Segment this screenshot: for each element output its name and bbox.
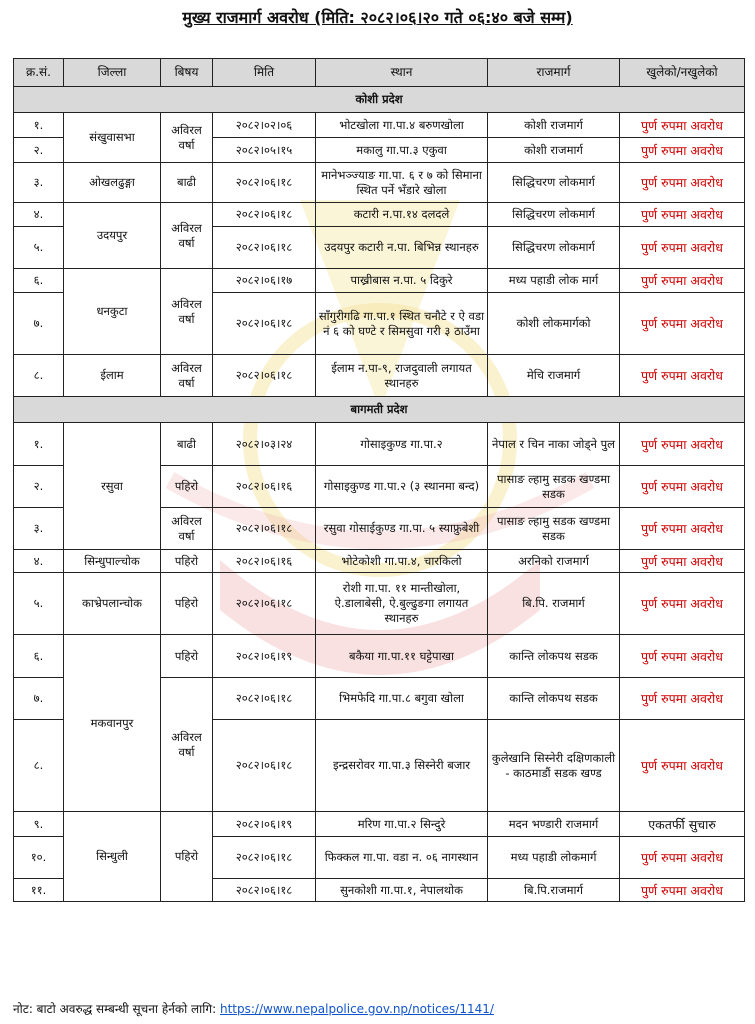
cell-place: उदयपुर कटारी न.पा. बिभिन्न स्थानहरु	[316, 227, 488, 269]
cell-status: पुर्ण रुपमा अवरोध	[620, 837, 745, 879]
cell-subject: अविरल वर्षा	[161, 113, 213, 163]
cell-status: पुर्ण रुपमा अवरोध	[620, 466, 745, 508]
cell-subject: बाढी	[161, 163, 213, 203]
road-blockage-table	[13, 58, 745, 902]
cell-status: पुर्ण रुपमा अवरोध	[620, 203, 745, 227]
table-row	[14, 423, 745, 466]
cell-sn: ५.	[14, 573, 64, 635]
cell-sn: ४.	[14, 203, 64, 227]
cell-place: गोसाइकुण्ड गा.पा.२ (३ स्थानमा बन्द)	[316, 466, 488, 508]
cell-district: काभ्रेपलान्चोक	[64, 573, 161, 635]
page-title: मुख्य राजमार्ग अवरोध (मिति: २०८२।०६।२० गते ०६:४० बजे सम्म)	[182, 8, 573, 27]
cell-highway: कान्ति लोकपथ सडक	[488, 678, 620, 720]
cell-sn: २.	[14, 466, 64, 508]
cell-place: रोशी गा.पा. ११ मान्तीखोला, ऐ.डालाबेसी, ऐ.बुल्ढुङगा लगायत स्थानहरु	[316, 573, 488, 635]
note-label: नोट: बाटो अवरुद्ध सम्बन्धी सूचना हेर्नको लागि:	[13, 1002, 217, 1016]
cell-sn: २.	[14, 138, 64, 163]
cell-subject: अविरल वर्षा	[161, 678, 213, 812]
cell-date: २०८२।०५।१५	[213, 138, 316, 163]
cell-sn: ६.	[14, 269, 64, 293]
table-row	[14, 269, 745, 293]
cell-subject: अविरल वर्षा	[161, 203, 213, 269]
cell-sn: ११.	[14, 879, 64, 902]
cell-highway: कोशी राजमार्ग	[488, 113, 620, 138]
cell-place: रसुवा गोसाईकुण्ड गा.पा. ५ स्याफ्रुबेशी	[316, 508, 488, 550]
cell-sn: ९.	[14, 812, 64, 837]
cell-place: भोटखोला गा.पा.४ बरुणखोला	[316, 113, 488, 138]
cell-highway: नेपाल र चिन नाका जोड्ने पुल	[488, 423, 620, 466]
cell-highway: पासाङ ल्हामु सडक खण्डमा सडक	[488, 508, 620, 550]
cell-date: २०८२।०६।१९	[213, 635, 316, 678]
cell-date: २०८२।०६।१७	[213, 269, 316, 293]
table-row	[14, 163, 745, 203]
table-row	[14, 573, 745, 635]
cell-district: ईलाम	[64, 355, 161, 397]
cell-highway: कोशी लोकमार्गको	[488, 293, 620, 355]
cell-status: पुर्ण रुपमा अवरोध	[620, 163, 745, 203]
cell-sn: ८.	[14, 355, 64, 397]
table-row	[14, 113, 745, 138]
cell-highway: बि.पि.राजमार्ग	[488, 879, 620, 902]
cell-date: २०८२।०६।१६	[213, 550, 316, 573]
cell-place: मरिण गा.पा.२ सिन्दुरे	[316, 812, 488, 837]
header-place: स्थान	[316, 59, 488, 87]
cell-date: २०८२।०६।१६	[213, 466, 316, 508]
cell-date: २०८२।०३।२४	[213, 423, 316, 466]
cell-subject: पहिरो	[161, 550, 213, 573]
cell-sn: ५.	[14, 227, 64, 269]
cell-subject: अविरल वर्षा	[161, 355, 213, 397]
cell-district: संखुवासभा	[64, 113, 161, 163]
cell-date: २०८२।०६।१८	[213, 678, 316, 720]
cell-district: उदयपुर	[64, 203, 161, 269]
cell-highway: कुलेखानि सिस्नेरी दक्षिणकाली - काठमाडौं सडक खण्ड	[488, 720, 620, 812]
cell-date: २०८२।०६।१८	[213, 879, 316, 902]
cell-status: पुर्ण रुपमा अवरोध	[620, 423, 745, 466]
cell-date: २०८२।०६।१८	[213, 720, 316, 812]
cell-highway: अरनिको राजमार्ग	[488, 550, 620, 573]
cell-place: बकैया गा.पा.११ घट्टेपाखा	[316, 635, 488, 678]
cell-district: रसुवा	[64, 423, 161, 550]
cell-place: साँगुरीगढि गा.पा.१ स्थित चनौटे र ऐ वडा नं ६ को घण्टे र सिमसुवा गरी ३ ठाउँमा	[316, 293, 488, 355]
cell-highway: पासाङ ल्हामु सडक खण्डमा सडक	[488, 466, 620, 508]
header-sn: क्र.सं.	[14, 59, 64, 87]
cell-place: भोटेकोशी गा.पा.४, चारकिलो	[316, 550, 488, 573]
cell-sn: १.	[14, 423, 64, 466]
cell-status: एकतर्फी सुचारु	[620, 812, 745, 837]
cell-status: पुर्ण रुपमा अवरोध	[620, 138, 745, 163]
cell-highway: कोशी राजमार्ग	[488, 138, 620, 163]
cell-status: पुर्ण रुपमा अवरोध	[620, 635, 745, 678]
cell-subject: अविरल वर्षा	[161, 269, 213, 355]
cell-highway: सिद्धिचरण लोकमार्ग	[488, 227, 620, 269]
cell-district: ओखलढुङ्गा	[64, 163, 161, 203]
cell-status: पुर्ण रुपमा अवरोध	[620, 678, 745, 720]
cell-date: २०८२।०२।०६	[213, 113, 316, 138]
header-highway: राजमार्ग	[488, 59, 620, 87]
cell-sn: ६.	[14, 635, 64, 678]
cell-place: मकालु गा.पा.३ एकुवा	[316, 138, 488, 163]
cell-sn: ३.	[14, 508, 64, 550]
section-heading-koshi: कोशी प्रदेश	[14, 87, 745, 113]
cell-place: फिक्कल गा.पा. वडा न. ०६ नागस्थान	[316, 837, 488, 879]
cell-place: पाख्रीबास न.पा. ५ दिकुरे	[316, 269, 488, 293]
cell-sn: १.	[14, 113, 64, 138]
cell-status: पुर्ण रुपमा अवरोध	[620, 269, 745, 293]
section-heading-bagmati: बागमती प्रदेश	[14, 397, 745, 423]
table-row	[14, 635, 745, 678]
cell-status: पुर्ण रुपमा अवरोध	[620, 508, 745, 550]
cell-subject: पहिरो	[161, 573, 213, 635]
cell-date: २०८२।०६।१८	[213, 355, 316, 397]
table-row	[14, 550, 745, 573]
cell-status: पुर्ण रुपमा अवरोध	[620, 227, 745, 269]
table-row	[14, 203, 745, 227]
notice-link[interactable]: https://www.nepalpolice.gov.np/notices/1141/	[219, 1002, 494, 1016]
cell-highway: मेचि राजमार्ग	[488, 355, 620, 397]
header-date: मिति	[213, 59, 316, 87]
cell-place: कटारी न.पा.१४ दलदले	[316, 203, 488, 227]
cell-highway: सिद्धिचरण लोकमार्ग	[488, 163, 620, 203]
header-subject: बिषय	[161, 59, 213, 87]
cell-highway: कान्ति लोकपथ सडक	[488, 635, 620, 678]
cell-district: मकवानपुर	[64, 635, 161, 812]
cell-highway: सिद्धिचरण लोकमार्ग	[488, 203, 620, 227]
cell-date: २०८२।०६।१८	[213, 508, 316, 550]
cell-status: पुर्ण रुपमा अवरोध	[620, 550, 745, 573]
cell-place: ईलाम न.पा-९, राजदुवाली लगायत स्थानहरु	[316, 355, 488, 397]
cell-subject: बाढी	[161, 423, 213, 466]
cell-sn: ३.	[14, 163, 64, 203]
cell-subject: अविरल वर्षा	[161, 508, 213, 550]
table-row	[14, 812, 745, 837]
cell-place: गोसाइकुण्ड गा.पा.२	[316, 423, 488, 466]
cell-district: सिन्धुपाल्चोक	[64, 550, 161, 573]
cell-date: २०८२।०६।१८	[213, 293, 316, 355]
cell-sn: ४.	[14, 550, 64, 573]
table-row	[14, 355, 745, 397]
header-district: जिल्ला	[64, 59, 161, 87]
cell-date: २०८२।०६।१८	[213, 837, 316, 879]
cell-highway: मध्य पहाडी लोकमार्ग	[488, 837, 620, 879]
cell-place: मानेभञ्ज्याङ गा.पा. ६ र ७ को सिमाना स्थित पर्ने भँडारे खोला	[316, 163, 488, 203]
cell-status: पुर्ण रुपमा अवरोध	[620, 720, 745, 812]
cell-status: पुर्ण रुपमा अवरोध	[620, 355, 745, 397]
cell-status: पुर्ण रुपमा अवरोध	[620, 113, 745, 138]
cell-date: २०८२।०६।१९	[213, 812, 316, 837]
cell-district: धनकुटा	[64, 269, 161, 355]
cell-subject: पहिरो	[161, 635, 213, 678]
cell-date: २०८२।०६।१८	[213, 573, 316, 635]
cell-place: भिमफेदि गा.पा.८ बगुवा खोला	[316, 678, 488, 720]
cell-subject: पहिरो	[161, 466, 213, 508]
cell-highway: मदन भण्डारी राजमार्ग	[488, 812, 620, 837]
cell-date: २०८२।०६।१८	[213, 163, 316, 203]
cell-sn: ७.	[14, 678, 64, 720]
cell-sn: ७.	[14, 293, 64, 355]
footer-note	[13, 1000, 494, 1017]
cell-date: २०८२।०६।१८	[213, 227, 316, 269]
cell-highway: बि.पि. राजमार्ग	[488, 573, 620, 635]
header-status: खुलेको/नखुलेको	[620, 59, 745, 87]
cell-place: इन्द्रसरोवर गा.पा.३ सिस्नेरी बजार	[316, 720, 488, 812]
cell-date: २०८२।०६।१८	[213, 203, 316, 227]
cell-status: पुर्ण रुपमा अवरोध	[620, 573, 745, 635]
cell-place: सुनकोशी गा.पा.१, नेपालथोक	[316, 879, 488, 902]
cell-subject: पहिरो	[161, 812, 213, 902]
table-header-row	[14, 59, 745, 87]
cell-status: पुर्ण रुपमा अवरोध	[620, 879, 745, 902]
cell-highway: मध्य पहाडी लोक मार्ग	[488, 269, 620, 293]
cell-district: सिन्धुली	[64, 812, 161, 902]
cell-sn: ८.	[14, 720, 64, 812]
cell-status: पुर्ण रुपमा अवरोध	[620, 293, 745, 355]
cell-sn: १०.	[14, 837, 64, 879]
